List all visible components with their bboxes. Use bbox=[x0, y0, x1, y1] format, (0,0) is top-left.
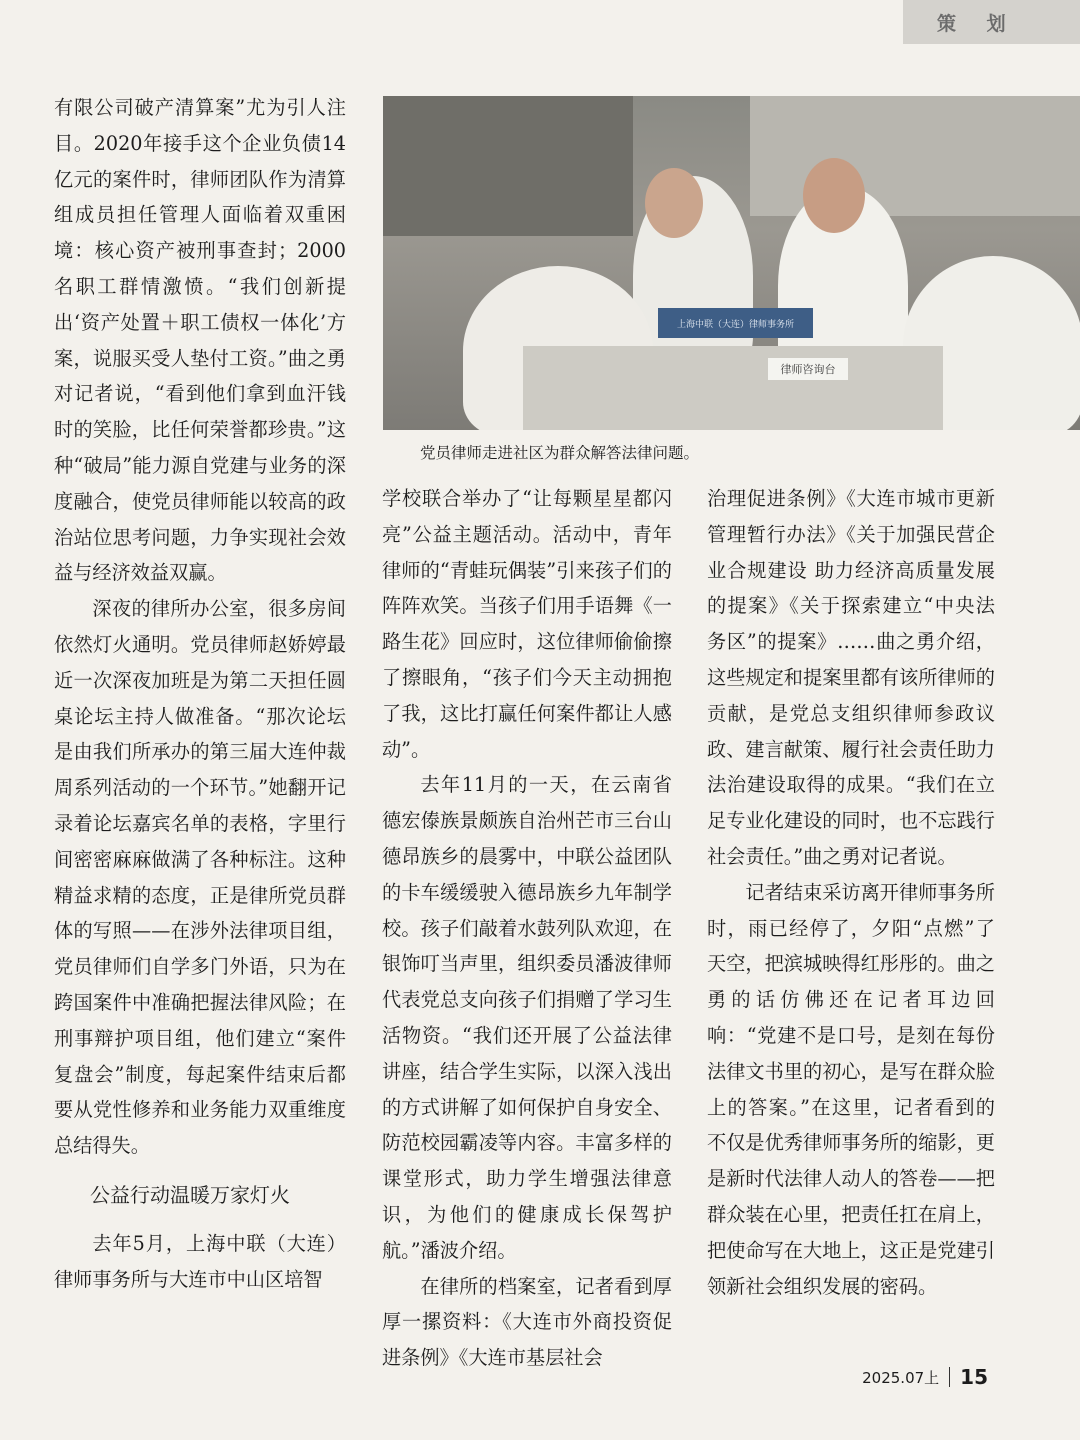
paragraph: 记者结束采访离开律师事务所时，雨已经停了，夕阳“点燃”了天空，把滨城映得红彤彤的。曲之勇的话仿佛还在记者耳边回响：“党建不是口号，是刻在每份法律文书里的初心，是写在群众脸上的答案。”在这里，记者看到的不仅是优秀律师事务所的缩影，更是新时代法律人动人的答卷——把群众装在心里，把责任扛在肩上，把使命写在大地上，这正是党建引领新社会组织发展的密码。 bbox=[707, 880, 995, 1298]
issue-date: 2025.07上 bbox=[862, 1368, 940, 1387]
section-subheading: 公益行动温暖万家灯火 bbox=[90, 1182, 290, 1207]
article-column-2 bbox=[382, 481, 672, 1376]
section-tag: 策 划 bbox=[903, 0, 1080, 44]
paragraph: 深夜的律所办公室，很多房间依然灯火通明。党员律师赵娇婷最近一次深夜加班是为第二天担任圆桌论坛主持人做准备。“那次论坛是由我们所承办的第三届大连仲裁周系列活动的一个环节。”她翻开记录着论坛嘉宾名单的表格，字里行间密密麻麻做满了各种标注。这种精益求精的态度，正是律所党员群体的写照——在涉外法律项目组，党员律师们自学多门外语，只为在跨国案件中准确把握法律风险；在刑事辩护项目组，他们建立“案件复盘会”制度，每起案件结束后都要从党性修养和业务能力双重维度总结得失。 bbox=[54, 597, 346, 1158]
photo-background-left bbox=[383, 96, 633, 236]
photo-background-right bbox=[750, 96, 1080, 216]
paragraph: 治理促进条例》《大连市城市更新管理暂行办法》《关于加强民营企业合规建设 助力经济高质量发展的提案》《关于探索建立“中央法务区”的提案》……曲之勇介绍，这些规定和提案里都有该所律师的贡献，是党总支组织律师参政议政、建言献策、履行社会责任助力法治建设取得的成果。“我们在立足专业化建设的同时，也不忘践行社会责任。”曲之勇对记者说。 bbox=[707, 487, 995, 868]
paragraph: 在律所的档案室，记者看到厚厚一摞资料：《大连市外商投资促进条例》《大连市基层社会 bbox=[382, 1274, 672, 1370]
photo-table bbox=[523, 346, 943, 430]
page-number: 15 bbox=[960, 1365, 988, 1389]
article-column-3 bbox=[707, 481, 995, 1304]
paragraph: 去年11月的一天，在云南省德宏傣族景颇族自治州芒市三台山德昂族乡的晨雾中，中联公益团队的卡车缓缓驶入德昂族乡九年制学校。孩子们敲着水鼓列队欢迎，在银饰叮当声里，组织委员潘波律师代表党总支向孩子们捐赠了学习生活物资。“我们还开展了公益法律讲座，结合学生实际，以深入浅出的方式讲解了如何保护自身安全、防范校园霸凌等内容。丰富多样的课堂形式，助力学生增强法律意识，为他们的健康成长保驾护航。”潘波介绍。 bbox=[382, 773, 672, 1262]
paragraph: 学校联合举办了“让每颗星星都闪亮”公益主题活动。活动中，青年律师的“青蛙玩偶装”引来孩子们的阵阵欢笑。当孩子们用手语舞《一路生花》回应时，这位律师偷偷擦了擦眼角，“孩子们今天主动拥抱了我，这比打赢任何案件都让人感动”。 bbox=[382, 487, 672, 761]
footer-divider bbox=[949, 1367, 950, 1387]
photo-desk-plate: 律师咨询台 bbox=[768, 358, 848, 380]
paragraph: 有限公司破产清算案”尤为引人注目。2020年接手这个企业负债14亿元的案件时，律师团队作为清算组成员担任管理人面临着双重困境：核心资产被刑事查封；2000名职工群情激愤。“我们创新提出‘资产处置＋职工债权一体化’方案，说服买受人垫付工资。”曲之勇对记者说，“看到他们拿到血汗钱时的笑脸，比任何荣誉都珍贵。”这种“破局”能力源自党建与业务的深度融合，使党员律师能以较高的政治站位思考问题，力争实现社会效益与经济效益双赢。 bbox=[54, 96, 346, 585]
photo-lawyer-2-head bbox=[803, 158, 865, 233]
article-photo bbox=[383, 96, 1080, 430]
page-footer bbox=[862, 1365, 988, 1389]
photo-caption: 党员律师走进社区为群众解答法律问题。 bbox=[420, 444, 700, 462]
photo-banner-sign: 上海中联（大连）律师事务所 bbox=[658, 308, 813, 338]
paragraph: 去年5月，上海中联（大连）律师事务所与大连市中山区培智 bbox=[54, 1231, 346, 1291]
article-column-1 bbox=[54, 90, 346, 1298]
photo-lawyer-1-head bbox=[645, 168, 703, 238]
